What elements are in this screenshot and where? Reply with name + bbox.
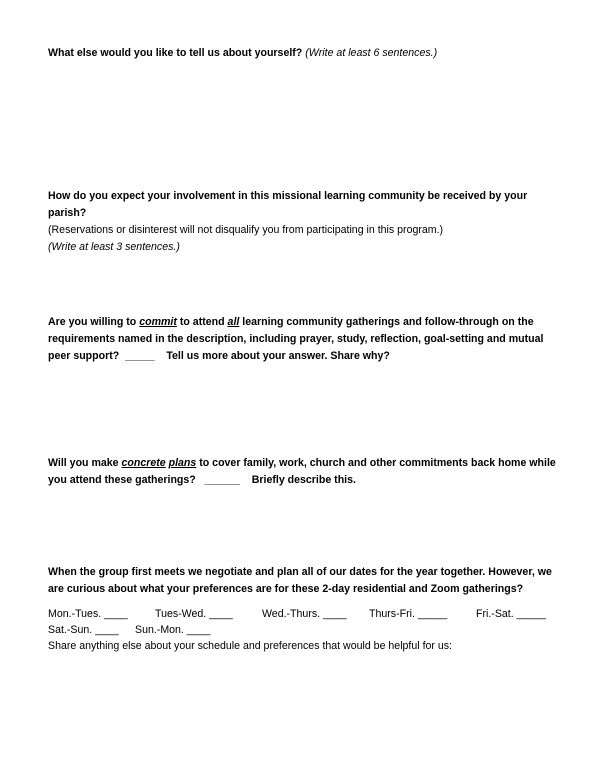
question-date-preferences (48, 564, 562, 598)
answer-blank[interactable]: _____ (125, 350, 155, 362)
question-about-yourself (48, 45, 562, 62)
question-note: (Write at least 6 sentences.) (305, 47, 438, 59)
question-text: How do you expect your involvement in this missional learning community be received by your parish? (48, 190, 528, 219)
question-text-part: to attend (176, 316, 228, 328)
question-text: When the group first meets we negotiate and plan all of our dates for the year together. However, we are curious about what your preferences are for these 2-day residential and Zoom gatherings? (48, 566, 552, 595)
emphasis-concrete: concrete (121, 457, 166, 469)
day-option-sat-sun[interactable]: Sat.-Sun. ____ (48, 624, 119, 636)
emphasis-all: all (227, 316, 240, 328)
question-text-part: learning community gatherings and follow-through on the requirements named in the description, including prayer, study, reflection, goal-setting and mutual peer support? (48, 316, 544, 362)
question-concrete-plans (48, 455, 562, 489)
day-option-thurs-fri[interactable]: Thurs-Fri. _____ (369, 608, 448, 620)
day-option-fri-sat[interactable]: Fri.-Sat. _____ (476, 608, 547, 620)
question-text-part: to cover family, work, church and other commitments back home while you attend these gatherings? (48, 457, 556, 486)
question-followup: Tell us more about your answer. Share why? (166, 350, 390, 362)
question-followup: Briefly describe this. (251, 474, 356, 486)
question-note-sentences: (Write at least 3 sentences.) (48, 241, 180, 253)
question-parish-reception (48, 188, 562, 256)
question-text-part: Will you make (48, 457, 122, 469)
emphasis-plans: plans (168, 457, 197, 469)
day-option-mon-tues[interactable]: Mon.-Tues. ____ (48, 608, 128, 620)
emphasis-commit: commit (139, 316, 177, 328)
answer-blank[interactable]: ______ (204, 474, 240, 486)
question-text-part: Are you willing to (48, 316, 140, 328)
schedule-share-prompt: Share anything else about your schedule and preferences that would be helpful for us: (48, 640, 453, 652)
day-option-tues-wed[interactable]: Tues-Wed. ____ (155, 608, 233, 620)
question-note: (Reservations or disinterest will not disqualify you from participating in this program.) (48, 224, 444, 236)
question-commitment (48, 314, 562, 365)
question-text: What else would you like to tell us about yourself? (48, 47, 303, 59)
day-option-sun-mon[interactable]: Sun.-Mon. ____ (135, 624, 211, 636)
day-option-wed-thurs[interactable]: Wed.-Thurs. ____ (262, 608, 347, 620)
